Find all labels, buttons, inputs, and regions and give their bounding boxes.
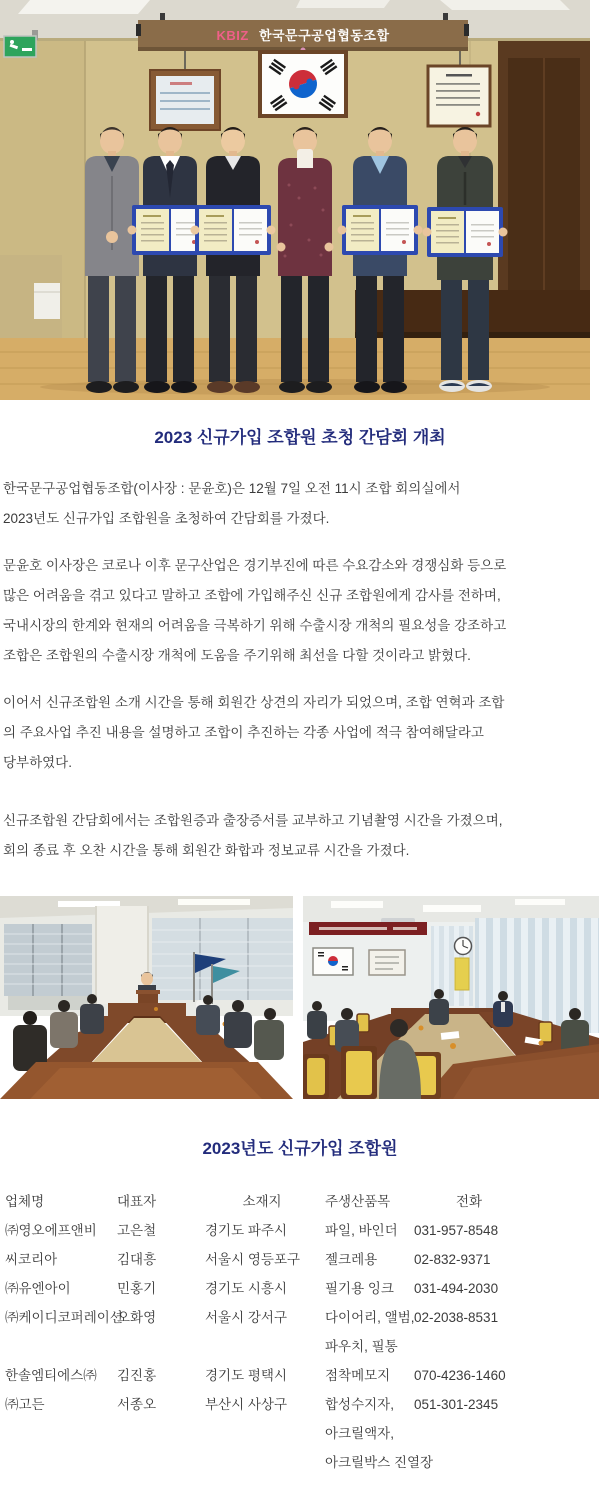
sign-kbiz-label: KBIZ bbox=[216, 28, 249, 43]
company-location: 부산시 사상구 bbox=[205, 1397, 287, 1412]
company-phone: 031-957-8548 bbox=[414, 1223, 499, 1238]
company-phone: 031-494-2030 bbox=[414, 1281, 499, 1296]
company-products: 필기용 잉크 bbox=[325, 1281, 394, 1296]
framed-certificate-left bbox=[150, 70, 220, 130]
col-header-ceo: 대표자 bbox=[117, 1194, 157, 1209]
company-products: 점착메모지 bbox=[325, 1368, 391, 1383]
members-table-title: 2023년도 신규가입 조합원 bbox=[202, 1139, 398, 1158]
body-line: 국내시장의 한계와 현재의 어려움을 극복하기 위해 수출시장 개척의 필요성을 강조하고 bbox=[3, 618, 507, 633]
body-line: 조합은 조합원의 수출시장 개척에 도움을 주기위해 최선을 다할 것이라고 밝혔다. bbox=[3, 648, 471, 663]
company-phone: 02-832-9371 bbox=[414, 1252, 491, 1267]
paragraph-2 bbox=[3, 551, 600, 671]
company-products: 합성수지자, 아크릴액자, 아크릴박스 진열장 bbox=[325, 1397, 434, 1470]
ceo-name: 김진홍 bbox=[117, 1368, 157, 1383]
body-line: 많은 어려움을 겪고 있다고 말하고 조합에 가입해주신 신규 조합원에게 감사를 전하며, bbox=[3, 588, 501, 603]
photo-row bbox=[0, 896, 600, 1099]
korean-flag bbox=[260, 52, 346, 116]
korean-flag-small bbox=[313, 948, 353, 975]
body-line: 회의 종료 후 오찬 시간을 통해 회원간 화합과 정보교류 시간을 가졌다. bbox=[3, 843, 410, 858]
company-phone: 051-301-2345 bbox=[414, 1397, 499, 1412]
table-row bbox=[5, 1390, 600, 1477]
svg-text:KBIZ 한국문구공업협동조합 bbox=[216, 28, 389, 43]
company-phone: 070-4236-1460 bbox=[414, 1368, 506, 1383]
company-name: ㈜영오에프앤비 bbox=[5, 1223, 97, 1238]
main-group-photo bbox=[0, 0, 590, 400]
company-name: 한솔엠티에스㈜ bbox=[5, 1368, 97, 1383]
body-line: 의 주요사업 추진 내용을 설명하고 조합이 추진하는 각종 사업에 적극 참여해달라고 bbox=[3, 725, 484, 740]
ceo-name: 서종오 bbox=[117, 1397, 157, 1412]
table-header-row bbox=[5, 1187, 600, 1216]
company-location: 경기도 평택시 bbox=[205, 1368, 287, 1383]
body-line: 문윤호 이사장은 코로나 이후 문구산업은 경기부진에 따른 수요감소와 경쟁심화 등으로 bbox=[3, 558, 507, 573]
certificate-folder bbox=[338, 205, 423, 255]
company-location: 경기도 시흥시 bbox=[205, 1281, 287, 1296]
col-header-location: 소재지 bbox=[242, 1194, 282, 1209]
ceo-name: 고은철 bbox=[117, 1223, 157, 1238]
company-location: 서울시 영등포구 bbox=[205, 1252, 301, 1267]
company-name: ㈜케이디코퍼레이션 bbox=[5, 1310, 123, 1325]
table-row bbox=[5, 1274, 600, 1303]
table-row bbox=[5, 1303, 600, 1361]
table-row bbox=[5, 1245, 600, 1274]
col-header-phone: 전화 bbox=[455, 1194, 483, 1209]
company-phone: 02-2038-8531 bbox=[414, 1310, 499, 1325]
meeting-photo-left bbox=[0, 896, 293, 1099]
company-name: 씨코리아 bbox=[5, 1252, 58, 1267]
table-row bbox=[5, 1216, 600, 1245]
certificate-folder bbox=[191, 205, 276, 255]
paragraph-1 bbox=[3, 474, 600, 534]
company-location: 서울시 강서구 bbox=[205, 1310, 287, 1325]
ceo-name: 김대흥 bbox=[117, 1252, 157, 1267]
body-line: 한국문구공업협동조합(이사장 : 문윤호)은 12월 7일 오전 11시 조합 회의실에서 bbox=[3, 481, 461, 496]
ceo-name: 오화영 bbox=[117, 1310, 157, 1325]
body-line: 당부하였다. bbox=[3, 755, 72, 770]
company-products: 다이어리, 앨범, 파우치, 필통 bbox=[325, 1310, 415, 1354]
body-line: 신규조합원 간담회에서는 조합원증과 출장증서를 교부하고 기념촬영 시간을 가졌으며, bbox=[3, 813, 503, 828]
company-products: 젤크레용 bbox=[325, 1252, 378, 1267]
company-name: ㈜유엔아이 bbox=[5, 1281, 71, 1296]
framed-text-right bbox=[428, 66, 490, 126]
paragraph-4 bbox=[3, 806, 600, 866]
col-header-products: 주생산품목 bbox=[325, 1194, 391, 1209]
table-row bbox=[5, 1361, 600, 1390]
ceo-name: 민홍기 bbox=[117, 1281, 157, 1296]
body-line: 2023년도 신규가입 조합원을 초청하여 간담회를 가졌다. bbox=[3, 511, 330, 526]
company-name: ㈜고든 bbox=[5, 1397, 45, 1412]
wall-clock bbox=[455, 938, 472, 955]
members-table bbox=[5, 1187, 600, 1477]
page-title: 2023 신규가입 조합원 초청 간담회 개최 bbox=[154, 428, 446, 447]
company-products: 파일, 바인더 bbox=[325, 1223, 398, 1238]
sign-name-label: 한국문구공업협동조합 bbox=[258, 28, 390, 43]
certificate-folder bbox=[423, 207, 508, 257]
col-header-company: 업체명 bbox=[5, 1194, 45, 1209]
paragraph-3 bbox=[3, 688, 600, 778]
company-location: 경기도 파주시 bbox=[205, 1223, 287, 1238]
meeting-photo-right bbox=[303, 896, 599, 1099]
yellow-poster bbox=[455, 958, 469, 990]
body-line: 이어서 신규조합원 소개 시간을 통해 회원간 상견의 자리가 되었으며, 조합 연혁과 조합 bbox=[3, 695, 505, 710]
